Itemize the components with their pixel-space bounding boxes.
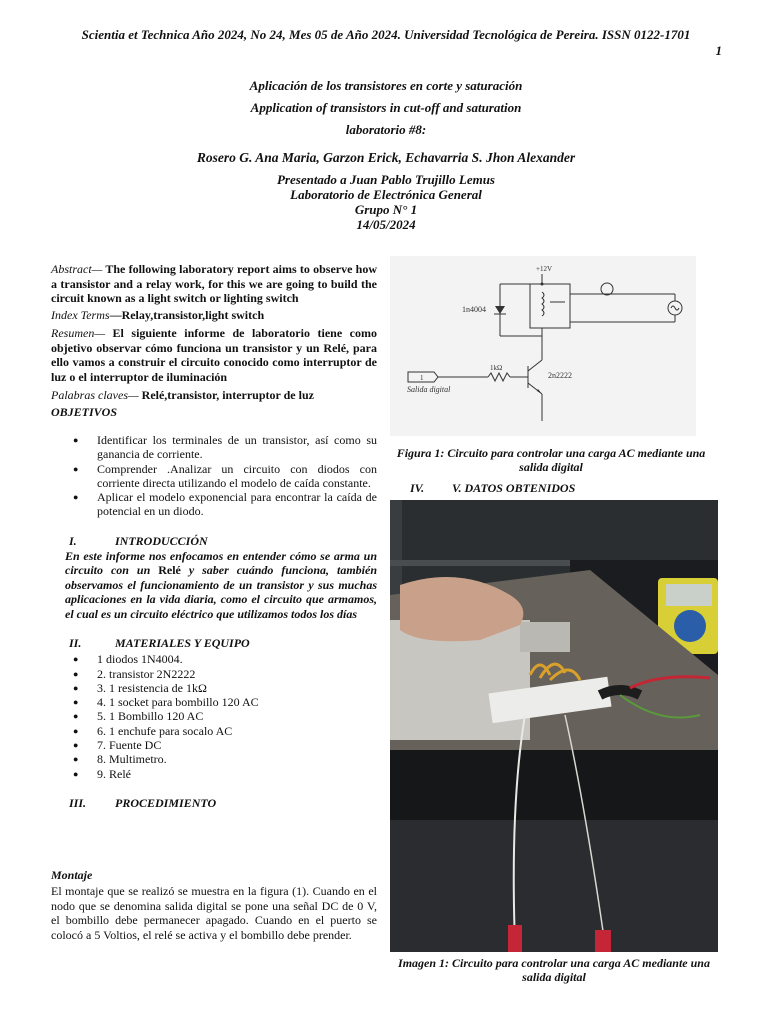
section-number: II. [69, 636, 82, 651]
input-number: 1 [420, 374, 424, 382]
section-number: I. [69, 533, 77, 548]
objetivos-list [51, 433, 377, 519]
list-item: ● 7. Fuente DC [51, 738, 377, 752]
vcc-label: +12V [536, 265, 553, 273]
section-title: MATERIALES Y EQUIPO [115, 636, 250, 651]
figure-1-caption: Figura 1: Circuito para controlar una carga AC mediante una salida digital [396, 446, 706, 474]
presented-line-3: Grupo N° 1 [354, 202, 418, 217]
list-item: ● 8. Multimetro. [51, 752, 377, 766]
journal-line: Scientia et Technica Año 2024, No 24, Mes 05 de Año 2024. Universidad Tecnológica de Pereira. ISSN 0122-1701 [81, 27, 691, 42]
left-column [51, 262, 377, 811]
presented-block [40, 172, 732, 232]
circuit-schematic [390, 256, 696, 436]
index-terms [51, 308, 377, 323]
image-1-photo [390, 500, 718, 952]
resumen-label: Resumen— [51, 326, 105, 340]
list-item: ● Aplicar el modelo exponencial para encontrar la caída de potencial en un diodo. [51, 490, 377, 519]
palabras-claves [51, 388, 377, 403]
resumen-text: El siguiente informe de laboratorio tiene como objetivo observar cómo funciona un transistor y un Relé, para ello vamos a construir el circuito conocido como interruptor de luz o el interruptor de iluminación [51, 326, 377, 384]
page-number: 1 [715, 43, 722, 58]
list-item: ● 2. transistor 2N2222 [51, 667, 377, 681]
resistor-label: 1kΩ [490, 364, 503, 372]
section-title: PROCEDIMIENTO [115, 795, 217, 810]
section-procedimiento-heading [51, 796, 377, 811]
title-es: Aplicación de los transistores en corte y saturación [249, 78, 523, 93]
montaje-subheading: Montaje [51, 868, 93, 882]
index-terms-text: —Relay,transistor,light switch [109, 307, 265, 322]
palabras-text: Relé,transistor, interruptor de luz [138, 388, 314, 402]
abstract [51, 262, 377, 306]
section-intro-heading [51, 534, 377, 549]
presented-line-2: Laboratorio de Electrónica General [290, 187, 482, 202]
title-lab: laboratorio #8: [345, 122, 427, 137]
list-item: ● 3. 1 resistencia de 1kΩ [51, 681, 377, 695]
image-1-caption: Imagen 1: Circuito para controlar una carga AC mediante una salida digital [398, 956, 710, 984]
intro-text-part: En este informe nos enfocamos en entender cómo se arma un circuito con un [65, 548, 377, 578]
palabras-label: Palabras claves— [51, 388, 139, 402]
list-item: ● 6. 1 enchufe para socalo AC [51, 724, 377, 738]
list-item: ● 9. Relé [51, 767, 377, 781]
section-materiales-heading [51, 636, 377, 651]
figure-1-schematic [390, 256, 696, 436]
diode-label: 1n4004 [462, 305, 486, 314]
intro-text-rele: Relé [158, 563, 181, 578]
authors: Rosero G. Ana Maria, Garzon Erick, Echavarria S. Jhon Alexander [196, 150, 576, 165]
title-en: Application of transistors in cut-off and saturation [250, 100, 522, 115]
transistor-label: 2n2222 [548, 371, 572, 380]
index-terms-label: Index Terms [51, 307, 110, 322]
section-title: V. DATOS OBTENIDOS [452, 481, 576, 495]
materiales-list [51, 652, 377, 781]
objetivos-heading: OBJETIVOS [51, 404, 118, 419]
section-number: III. [69, 795, 87, 810]
list-item: ● Comprender .Analizar un circuito con diodos con corriente directa utilizando el modelo de caída constante. [51, 462, 377, 491]
list-item: ● 4. 1 socket para bombillo 120 AC [51, 695, 377, 709]
resumen [51, 326, 377, 384]
abstract-text: The following laboratory report aims to observe how a transistor and a relay work, for this we are going to build the circuit known as a light switch or lighting switch [51, 262, 377, 305]
list-item: ● Identificar los terminales de un transistor, así como su ganancia de corriente. [51, 433, 377, 462]
section-number: IV. [410, 481, 425, 495]
presented-line-1: Presentado a Juan Pablo Trujillo Lemus [276, 172, 495, 187]
section-title: INTRODUCCIÓN [115, 533, 208, 548]
lab-photo-illustration [390, 500, 718, 952]
list-item: ● 5. 1 Bombillo 120 AC [51, 709, 377, 723]
abstract-label: Abstract— [51, 262, 103, 276]
input-label: Salida digital [407, 385, 451, 394]
presented-line-4: 14/05/2024 [356, 217, 416, 232]
procedimiento-text: El montaje que se realizó se muestra en la figura (1). Cuando en el nodo que se denomina salida digital se pone una señal DC de 0 V, el bombillo debe permanecer apagado. Cuando en el puerto se colocó a 5 Voltios, el relé se activa y el bombillo debe prender. [51, 884, 377, 942]
list-item: ● 1 diodos 1N4004. [51, 652, 377, 666]
section-datos-heading [410, 481, 575, 496]
intro-text-part: y saber cuándo funciona, también observamos el funcionamiento de un transistor y sus muchas aplicaciones en la vida diaria, como el circuito que armamos, el cual es un circuito eléctrico que utilizamos todos los días [65, 563, 377, 621]
journal-header [40, 27, 732, 58]
intro-text [51, 549, 377, 622]
